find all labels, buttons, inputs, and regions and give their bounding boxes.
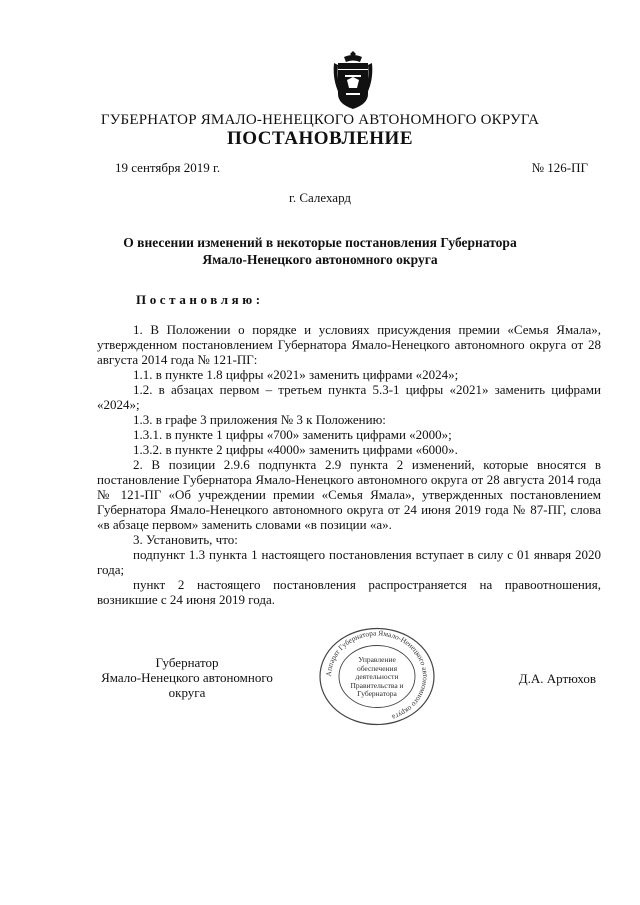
stamp-inner-text: Управление обеспечения деятельности Правительства и Губернатора bbox=[350, 655, 404, 698]
signatory-role-line: Губернатор bbox=[155, 655, 219, 670]
paragraph: 1.1. в пункте 1.8 цифры «2021» заменить цифрами «2024»; bbox=[133, 367, 459, 382]
paragraph: 1.3. в графе 3 приложения № 3 к Положению: bbox=[133, 412, 386, 427]
signatory-name: Д.А. Артюхов bbox=[518, 671, 596, 686]
paragraph: 1.3.2. в пункте 2 цифры «4000» заменить цифрами «6000». bbox=[133, 442, 458, 457]
document-type: ПОСТАНОВЛЕНИЕ bbox=[226, 128, 414, 149]
signatory-role bbox=[96, 655, 278, 700]
coat-of-arms-emblem bbox=[332, 49, 374, 111]
resolve-heading: Постановляю: bbox=[136, 292, 264, 307]
stamp-outer-text: Аппарат Губернатора Ямало-Ненецкого автономного округа bbox=[323, 628, 431, 723]
document-city: г. Салехард bbox=[288, 190, 352, 205]
paragraph: 1.3.1. в пункте 1 цифры «700» заменить цифрами «2000»; bbox=[133, 427, 452, 442]
signatory-role-line: Ямало-Ненецкого автономного округа bbox=[101, 670, 273, 700]
paragraph: пункт 2 настоящего постановления распространяется на правоотношения, возникшие с 24 июня 2019 года. bbox=[97, 577, 601, 607]
paragraph: 1. В Положении о порядке и условиях присуждения премии «Семья Ямала», утвержденном постановлением Губернатора Ямало-Ненецкого автономного округа от 28 августа 2014 года № 121-ПГ: bbox=[97, 322, 601, 367]
document-number: № 126-ПГ bbox=[531, 160, 588, 175]
paragraph: подпункт 1.3 пункта 1 настоящего постановления вступает в силу с 01 января 2020 года; bbox=[97, 547, 601, 577]
official-stamp bbox=[317, 626, 437, 727]
subject-line: Ямало-Ненецкого автономного округа bbox=[202, 252, 438, 267]
document-body bbox=[97, 322, 601, 607]
paragraph: 2. В позиции 2.9.6 подпункта 2.9 пункта 2 изменений, которые вносятся в постановление Губернатора Ямало-Ненецкого автономного округа от 28 августа 2014 года № 121-ПГ «Об учреждении премии «Семья Ямала», утвержденных постановлением Губернатора Ямало-Ненецкого автономного округа от 24 июня 2019 года № 87-ПГ, слова «в абзаце первом» заменить словами «в позиции «а». bbox=[97, 457, 601, 532]
governor-title: ГУБЕРНАТОР ЯМАЛО-НЕНЕЦКОГО АВТОНОМНОГО ОКРУГА bbox=[100, 112, 540, 128]
subject-line: О внесении изменений в некоторые постановления Губернатора bbox=[123, 235, 517, 250]
paragraph: 1.2. в абзацах первом – третьем пункта 5.3-1 цифры «2021» заменить цифрами «2024»; bbox=[97, 382, 601, 412]
paragraph: 3. Установить, что: bbox=[133, 532, 238, 547]
document-subject bbox=[0, 234, 640, 268]
document-date: 19 сентября 2019 г. bbox=[115, 160, 221, 175]
